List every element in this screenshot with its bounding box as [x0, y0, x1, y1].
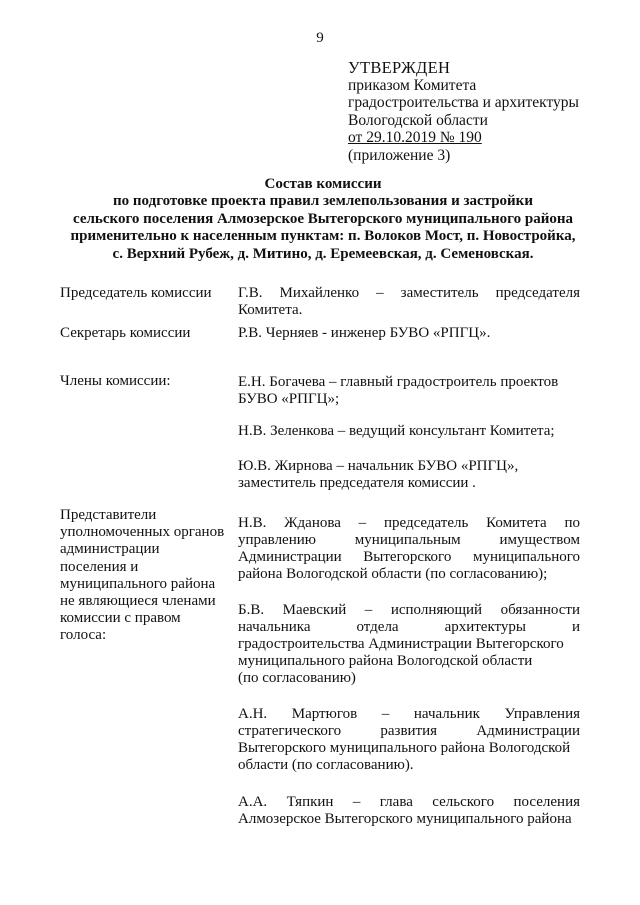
label-line: голоса: [60, 627, 107, 644]
secretary-entry [238, 325, 580, 342]
entry-line: БУВО «РПГЦ»; [238, 391, 340, 407]
approval-line: Вологодской области [348, 111, 488, 129]
representative-entry [238, 602, 580, 687]
entry-line: начальника отдела архитектуры и [238, 619, 580, 635]
approval-appendix: (приложение 3) [348, 146, 451, 164]
label-line: уполномоченных органов [60, 524, 225, 541]
secretary-label: Секретарь комиссии [60, 325, 191, 341]
label-line: комиссии с правом [60, 610, 181, 627]
entry-line: управлению муниципальным имуществом [238, 532, 580, 548]
entry-line: области (по согласованию). [238, 757, 414, 773]
approval-line: градостроительства и архитектуры [348, 94, 579, 111]
member-entry [238, 423, 580, 440]
entry-line: Р.В. Черняев - инженер БУВО «РПГЦ». [238, 325, 491, 341]
entry-line: Б.В. Маевский – исполняющий обязанности [238, 602, 580, 618]
title-line: применительно к населенным пунктам: п. Волоков Мост, п. Новостройка, [70, 228, 576, 245]
entry-line: муниципального района Вологодской области [238, 653, 533, 669]
representatives-label [60, 507, 260, 645]
entry-line: градостроительства Администрации Вытегорского [238, 636, 564, 652]
entry-line: Алмозерское Вытегорского муниципального района [238, 811, 572, 827]
label-line: поселения и [60, 558, 139, 575]
entry-line: Комитета. [238, 302, 303, 318]
approval-date-number: от 29.10.2019 № 190 [348, 129, 482, 146]
approval-stamp [348, 59, 579, 164]
title-line: сельского поселения Алмозерское Вытегорского муниципального района [73, 210, 573, 227]
entry-line: Н.В. Жданова – председатель Комитета по [238, 515, 580, 531]
chair-label: Председатель комиссии [60, 285, 212, 301]
entry-line: Н.В. Зеленкова – ведущий консультант Комитета; [238, 423, 555, 439]
chair-entry [238, 285, 580, 319]
page-number: 9 [316, 30, 324, 46]
entry-line: Ю.В. Жирнова – начальник БУВО «РПГЦ», [238, 458, 519, 474]
entry-line: заместитель председателя комиссии . [238, 475, 476, 491]
label-line: администрации [60, 541, 160, 558]
label-line: Представители [60, 507, 157, 523]
entry-line: Администрации Вытегорского муниципального [238, 549, 580, 565]
approval-line: приказом Комитета [348, 76, 477, 94]
document-title [48, 176, 598, 263]
members-label: Члены комиссии: [60, 373, 171, 389]
representative-entry [238, 794, 580, 828]
member-entry [238, 458, 580, 492]
title-line: с. Верхний Рубеж, д. Митино, д. Еремеевская, д. Семеновская. [112, 245, 534, 262]
representative-entry [238, 515, 580, 583]
entry-line: Е.Н. Богачева – главный градостроитель проектов [238, 374, 559, 390]
label-line: муниципального района [60, 575, 216, 592]
entry-line: А.А. Тяпкин – глава сельского поселения [238, 794, 580, 810]
entry-line: (по согласованию) [238, 670, 356, 686]
label-line: не являющиеся членами [60, 593, 216, 610]
entry-line: Г.В. Михайленко – заместитель председателя [238, 285, 580, 301]
entry-line: Вытегорского муниципального района Вологодской [238, 740, 571, 756]
entry-line: района Вологодской области (по согласованию); [238, 566, 548, 582]
entry-line: стратегического развития Администрации [238, 723, 580, 739]
representative-entry [238, 706, 580, 774]
title-line: по подготовке проекта правил землепользования и застройки [113, 193, 533, 210]
approval-heading: УТВЕРЖДЕН [348, 58, 451, 77]
entry-line: А.Н. Мартюгов – начальник Управления [238, 706, 580, 722]
title-line: Состав комиссии [264, 176, 382, 192]
member-entry [238, 374, 580, 408]
